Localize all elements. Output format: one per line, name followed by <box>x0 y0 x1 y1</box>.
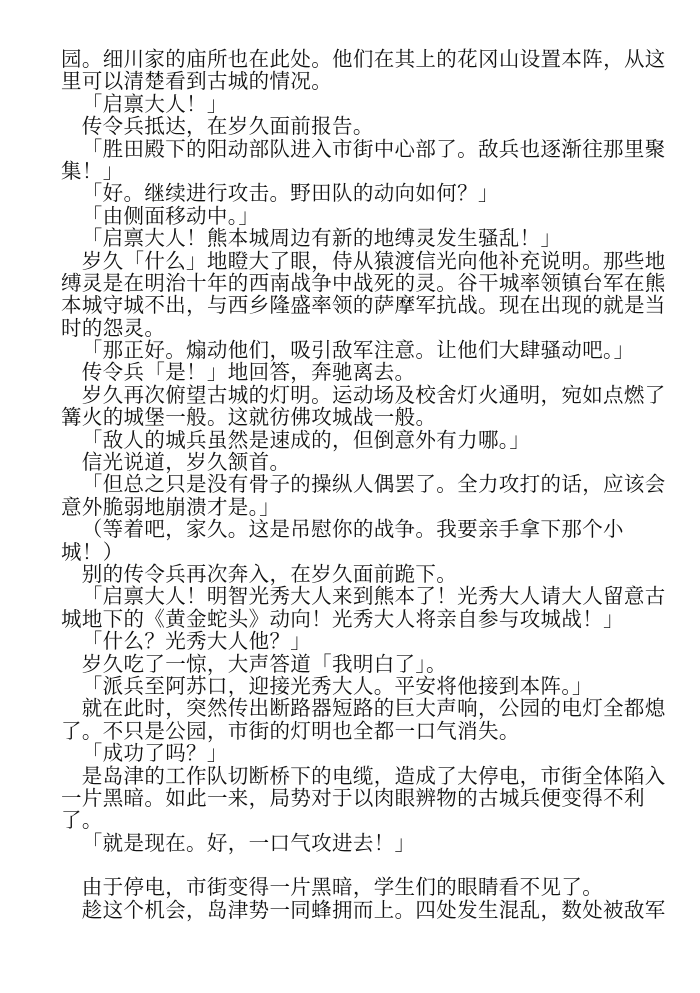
text-line: 趁这个机会，岛津势一同蜂拥而上。四处发生混乱，数处被敌军 <box>81 897 666 922</box>
text-line: 里可以清楚看到古城的情况。 <box>61 69 333 94</box>
text-line: 篝火的城堡一般。这就彷佛攻城战一般。 <box>61 405 437 430</box>
body-text <box>61 47 666 922</box>
text-line: 了。 <box>61 808 103 833</box>
text-line: 由于停电，市街变得一片黑暗，学生们的眼睛看不见了。 <box>81 875 604 900</box>
text-line: 是岛津的工作队切断桥下的电缆，造成了大停电，市街全体陷入 <box>81 763 666 788</box>
text-line: 了。不只是公园，市街的灯明也全都一口气消失。 <box>61 718 520 743</box>
text-line: 岁久再次俯望古城的灯明。运动场及校舍灯火通明，宛如点燃了 <box>81 382 666 407</box>
text-line: 本城守城不出，与西乡隆盛率领的萨摩军抗战。现在出现的就是当 <box>61 293 666 318</box>
text-line: 「敌人的城兵虽然是速成的，但倒意外有力哪。」 <box>81 427 531 452</box>
text-line: 别的传令兵再次奔入，在岁久面前跪下。 <box>81 561 458 586</box>
text-line: 集！」 <box>61 158 124 183</box>
text-line: 时的怨灵。 <box>61 315 166 340</box>
text-line: 缚灵是在明治十年的西南战争中战死的灵。谷干城率领镇台军在熊 <box>61 270 666 295</box>
text-line: 传令兵「是！」地回答，奔驰离去。 <box>81 360 416 385</box>
text-line: （等着吧，家久。这是吊慰你的战争。我要亲手拿下那个小 <box>81 517 624 542</box>
text-line: 「什么？光秀大人他？」 <box>81 629 312 654</box>
text-line: 「胜田殿下的阳动部队进入市街中心部了。敌兵也逐渐往那里聚 <box>81 136 666 161</box>
text-line: 「成功了吗？」 <box>81 741 228 766</box>
text-line: 「好。继续进行攻击。野田队的动向如何？」 <box>81 181 499 206</box>
text-line: 「那正好。煽动他们，吸引敌军注意。让他们大肆骚动吧。」 <box>81 338 635 363</box>
text-line: 岁久吃了一惊，大声答道「我明白了」。 <box>81 651 447 676</box>
text-line: 「但总之只是没有骨子的操纵人偶罢了。全力攻打的话，应该会 <box>81 472 666 497</box>
text-line: 园。细川家的庙所也在此处。他们在其上的花冈山设置本阵，从这 <box>61 47 666 71</box>
section-break <box>61 854 631 876</box>
text-line: 意外脆弱地崩溃才是。」 <box>61 494 281 519</box>
text-line: 就在此时，突然传出断路器短路的巨大声响，公园的电灯全都熄 <box>81 696 666 721</box>
text-line: 「启禀大人！明智光秀大人来到熊本了！光秀大人请大人留意古 <box>81 584 666 609</box>
text-line: 「由侧面移动中。」 <box>81 203 260 228</box>
text-line: 「就是现在。好，一口气攻进去！」 <box>81 830 416 855</box>
text-line: 信光说道，岁久颔首。 <box>81 450 291 475</box>
text-line: 一片黑暗。如此一来，局势对于以肉眼辨物的古城兵便变得不利 <box>61 785 645 810</box>
text-line: 岁久「什么」地瞪大了眼，侍从猿渡信光向他补充说明。那些地 <box>81 248 666 273</box>
text-line: 「启禀大人！」 <box>81 91 228 116</box>
text-line: 「启禀大人！熊本城周边有新的地缚灵发生骚乱！」 <box>81 226 562 251</box>
text-line: 传令兵抵达，在岁久面前报告。 <box>81 114 374 139</box>
text-line: 「派兵至阿苏口，迎接光秀大人。平安将他接到本阵。」 <box>81 673 593 698</box>
text-line: 城！） <box>61 539 124 564</box>
text-line: 城地下的《黄金蛇头》动向！光秀大人将亲自参与攻城战！」 <box>61 606 624 631</box>
